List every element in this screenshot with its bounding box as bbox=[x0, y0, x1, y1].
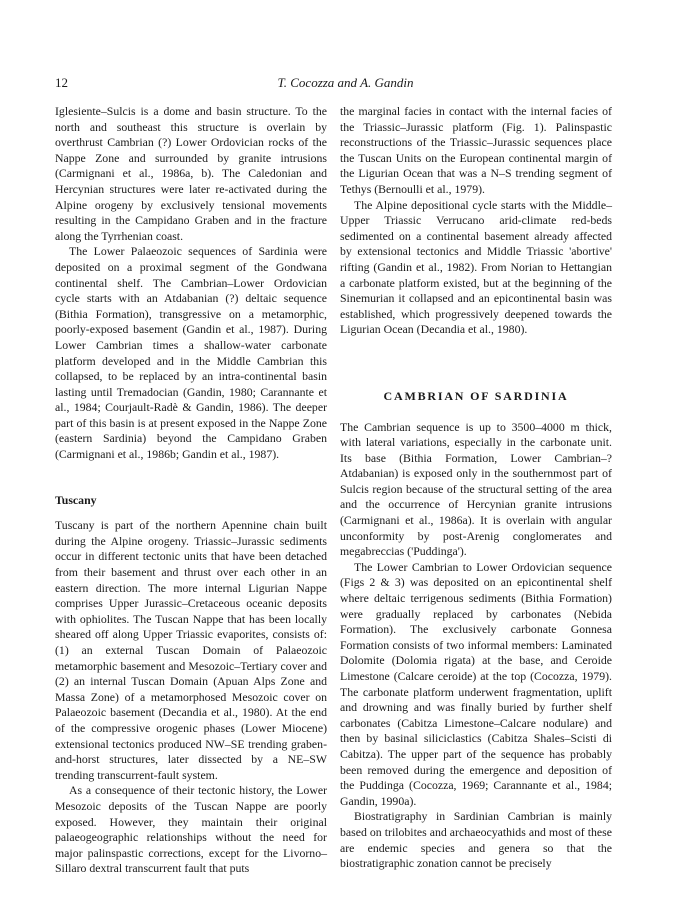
paragraph: Tuscany is part of the northern Apennine chain built during the Alpine orogeny. Triassic–Jurassic sediments occur in different tectonic units that have been detached from their basement and thrust over each other in an eastern direction. The more internal Ligurian Nappe comprises Upper Jurassic–Cretaceous oceanic deposits with ophiolites. The Tuscan Nappe that has been locally sheared off along Upper Triassic evaporites, consists of: (1) an external Tuscan Domain of Palaeozoic metamorphic basement and Mesozoic–Tertiary cover and (2) an internal Tuscan Domain (Apuan Alps Zone and Massa Zone) of a metamorphosed Mesozoic cover on Palaeozoic basement (Decandia et al., 1980). At the end of the compressive orogenic phases (Lower Miocene) extensional tectonics produced NW–SE trending graben-and-horst structures, later dissected by a NE–SW trending transcurrent-fault system. bbox=[55, 518, 327, 782]
left-column bbox=[55, 104, 327, 877]
right-column bbox=[340, 104, 612, 872]
paragraph: The Alpine depositional cycle starts with the Middle–Upper Triassic Verrucano arid-climate red-beds sedimented on a continental basement already affected by extensional tectonics and Middle Triassic 'abortive' rifting (Gandin et al., 1982). From Norian to Hettangian a carbonate platform existed, but at the beginning of the Sinemurian it collapsed and an epicontinental basin was established, which progressively deepened towards the Ligurian Ocean (Decandia et al., 1980). bbox=[340, 197, 612, 337]
paragraph: The Lower Cambrian to Lower Ordovician sequence (Figs 2 & 3) was deposited on an epicontinental shelf where deltaic terrigenous sediments (Bithia Formation) were gradually replaced by carbonates (Nebida Formation). The exclusively carbonate Gonnesa Formation consists of two informal members: Laminated Dolomite (Dolomia rigata) at the base, and Ceroide Limestone (Calcare ceroide) at the top (Cocozza, 1979). The carbonate platform underwent fragmentation, uplift and drowning and was finally buried by further shelf carbonates (Cabitza Limestone–Calcare nodulare) and then by basinal siliciclastics (Cabitza Shales–Scisti di Cabitza). The upper part of the sequence has probably been removed during the emergence and deposition of the Puddinga (Cocozza, 1969; Carannante et al., 1984; Gandin, 1990a). bbox=[340, 559, 612, 808]
paragraph: The Cambrian sequence is up to 3500–4000 m thick, with lateral variations, especially in the carbonate unit. Its base (Bithia Formation, Lower Cambrian–?Atdabanian) is exposed only in the southernmost part of Sulcis region because of the structural setting of the area and the occurrence of Hercynian granite intrusions (Carmignani et al., 1986a). It is overlain with angular unconformity by post-Arenig conglomerates and megabreccias ('Puddinga'). bbox=[340, 419, 612, 559]
paragraph: Iglesiente–Sulcis is a dome and basin structure. To the north and southeast this structure is overlain by overthrust Cambrian (?) Lower Ordovician rocks of the Nappe Zone and surrounded by granite intrusions (Carmignani et al., 1986a, b). The Caledonian and Hercynian structures were later re-activated during the Alpine orogeny by exclusively tensional movements resulting in the Campidano Graben and in the fracture along the Tyrrhenian coast. bbox=[55, 104, 327, 243]
paragraph: the marginal facies in contact with the internal facies of the Triassic–Jurassic platform (Fig. 1). Palinspastic reconstructions of the Triassic–Jurassic sequences place the Tuscan Units on the European continental margin of the Ligurian Ocean that was a N–S trending segment of Tethys (Bernoulli et al., 1979). bbox=[340, 104, 612, 196]
paragraph: The Lower Palaeozoic sequences of Sardinia were deposited on a proximal segment of the Gondwana continental shelf. The Cambrian–Lower Ordovician cycle starts with an Atdabanian (?) deltaic sequence (Bithia Formation), transgressive on a metamorphic, poorly-exposed basement (Gandin et al., 1987). During Lower Cambrian times a shallow-water carbonate platform developed and in the Middle Cambrian this collapsed, to be replaced by an intra-continental basin lasting until Tremadocian (Gandin, 1980; Carannante et al., 1984; Courjault-Radè & Gandin, 1986). The deeper part of this basin is at present exposed in the Nappe Zone (eastern Sardinia) beyond the Campidano Graben (Carmignani et al., 1986b; Gandin et al., 1987). bbox=[55, 244, 327, 462]
running-header: T. Cocozza and A. Gandin bbox=[277, 75, 414, 90]
subsection-heading: Tuscany bbox=[55, 492, 97, 507]
paragraph: As a consequence of their tectonic history, the Lower Mesozoic deposits of the Tuscan Nappe are poorly exposed. However, they maintain their original palaeogeographic relationships without the need for major palinspastic corrections, except for the Livorno–Sillaro dextral transcurrent fault that puts bbox=[55, 783, 327, 876]
paragraph: Biostratigraphy in Sardinian Cambrian is mainly based on trilobites and archaeocyathids and most of these are endemic species and genera so that the biostratigraphic zonation cannot be precisely bbox=[340, 809, 612, 871]
page-number: 12 bbox=[55, 75, 68, 90]
section-heading: CAMBRIAN OF SARDINIA bbox=[383, 388, 569, 403]
